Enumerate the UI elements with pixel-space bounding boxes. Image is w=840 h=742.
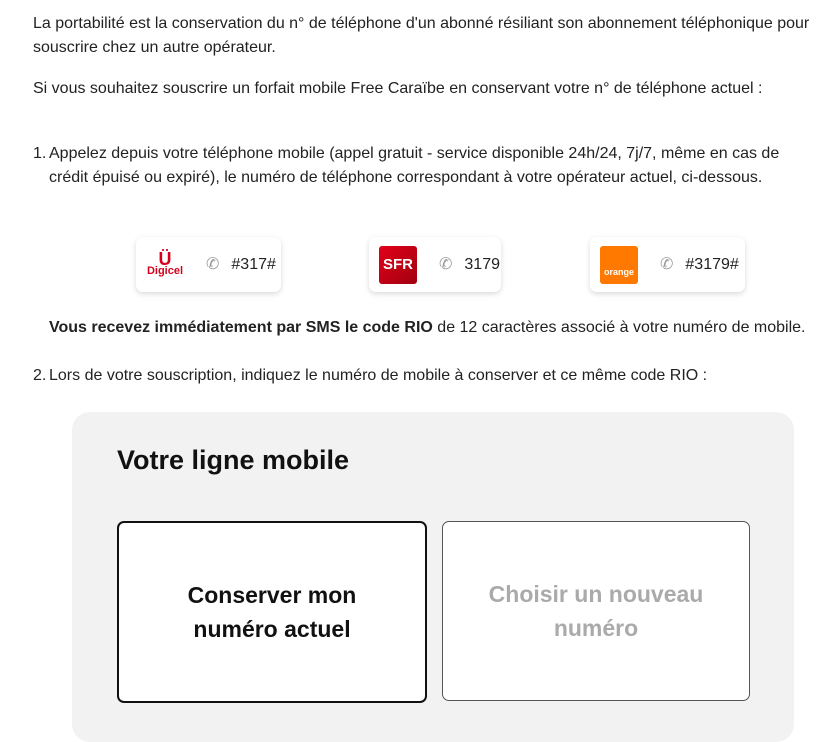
operator-code: #317# [231, 255, 276, 273]
digicel-logo: Ü Digicel [146, 246, 184, 284]
phone-icon: ✆ [660, 255, 674, 273]
phone-icon: ✆ [439, 255, 453, 273]
mobile-line-panel [72, 412, 794, 742]
step-1-text: Appelez depuis votre téléphone mobile (appel gratuit - service disponible 24h/24, 7j/7, même en cas de crédit épuisé ou expiré), le numéro de téléphone correspondant à votre opérateur actuel, ci-dessous. [49, 145, 780, 186]
operator-card-digicel [136, 237, 281, 292]
operator-code: #3179# [685, 255, 739, 273]
condition-text: Si vous souhaitez souscrire un forfait mobile Free Caraïbe en conservant votre n° de téléphone actuel : [33, 80, 763, 97]
sfr-logo: SFR [379, 246, 417, 284]
operator-code: 3179 [464, 255, 500, 273]
operator-card-sfr [369, 237, 501, 292]
option-keep-number[interactable]: Conserver mon numéro actuel [117, 521, 427, 703]
orange-logo: orange [600, 246, 638, 284]
step-2-text: Lors de votre souscription, indiquez le numéro de mobile à conserver et ce même code RIO : [49, 367, 708, 384]
panel-title: Votre ligne mobile [117, 445, 350, 475]
option-new-number[interactable]: Choisir un nouveau numéro [442, 521, 750, 701]
sms-text: Vous recevez immédiatement par SMS le code RIO de 12 caractères associé à votre numéro de mobile. [49, 319, 806, 336]
intro-text: La portabilité est la conservation du n° de téléphone d'un abonné résiliant son abonnement téléphonique pour souscrire chez un autre opérateur. [33, 15, 810, 56]
phone-icon: ✆ [206, 255, 220, 273]
operator-card-orange [590, 237, 745, 292]
